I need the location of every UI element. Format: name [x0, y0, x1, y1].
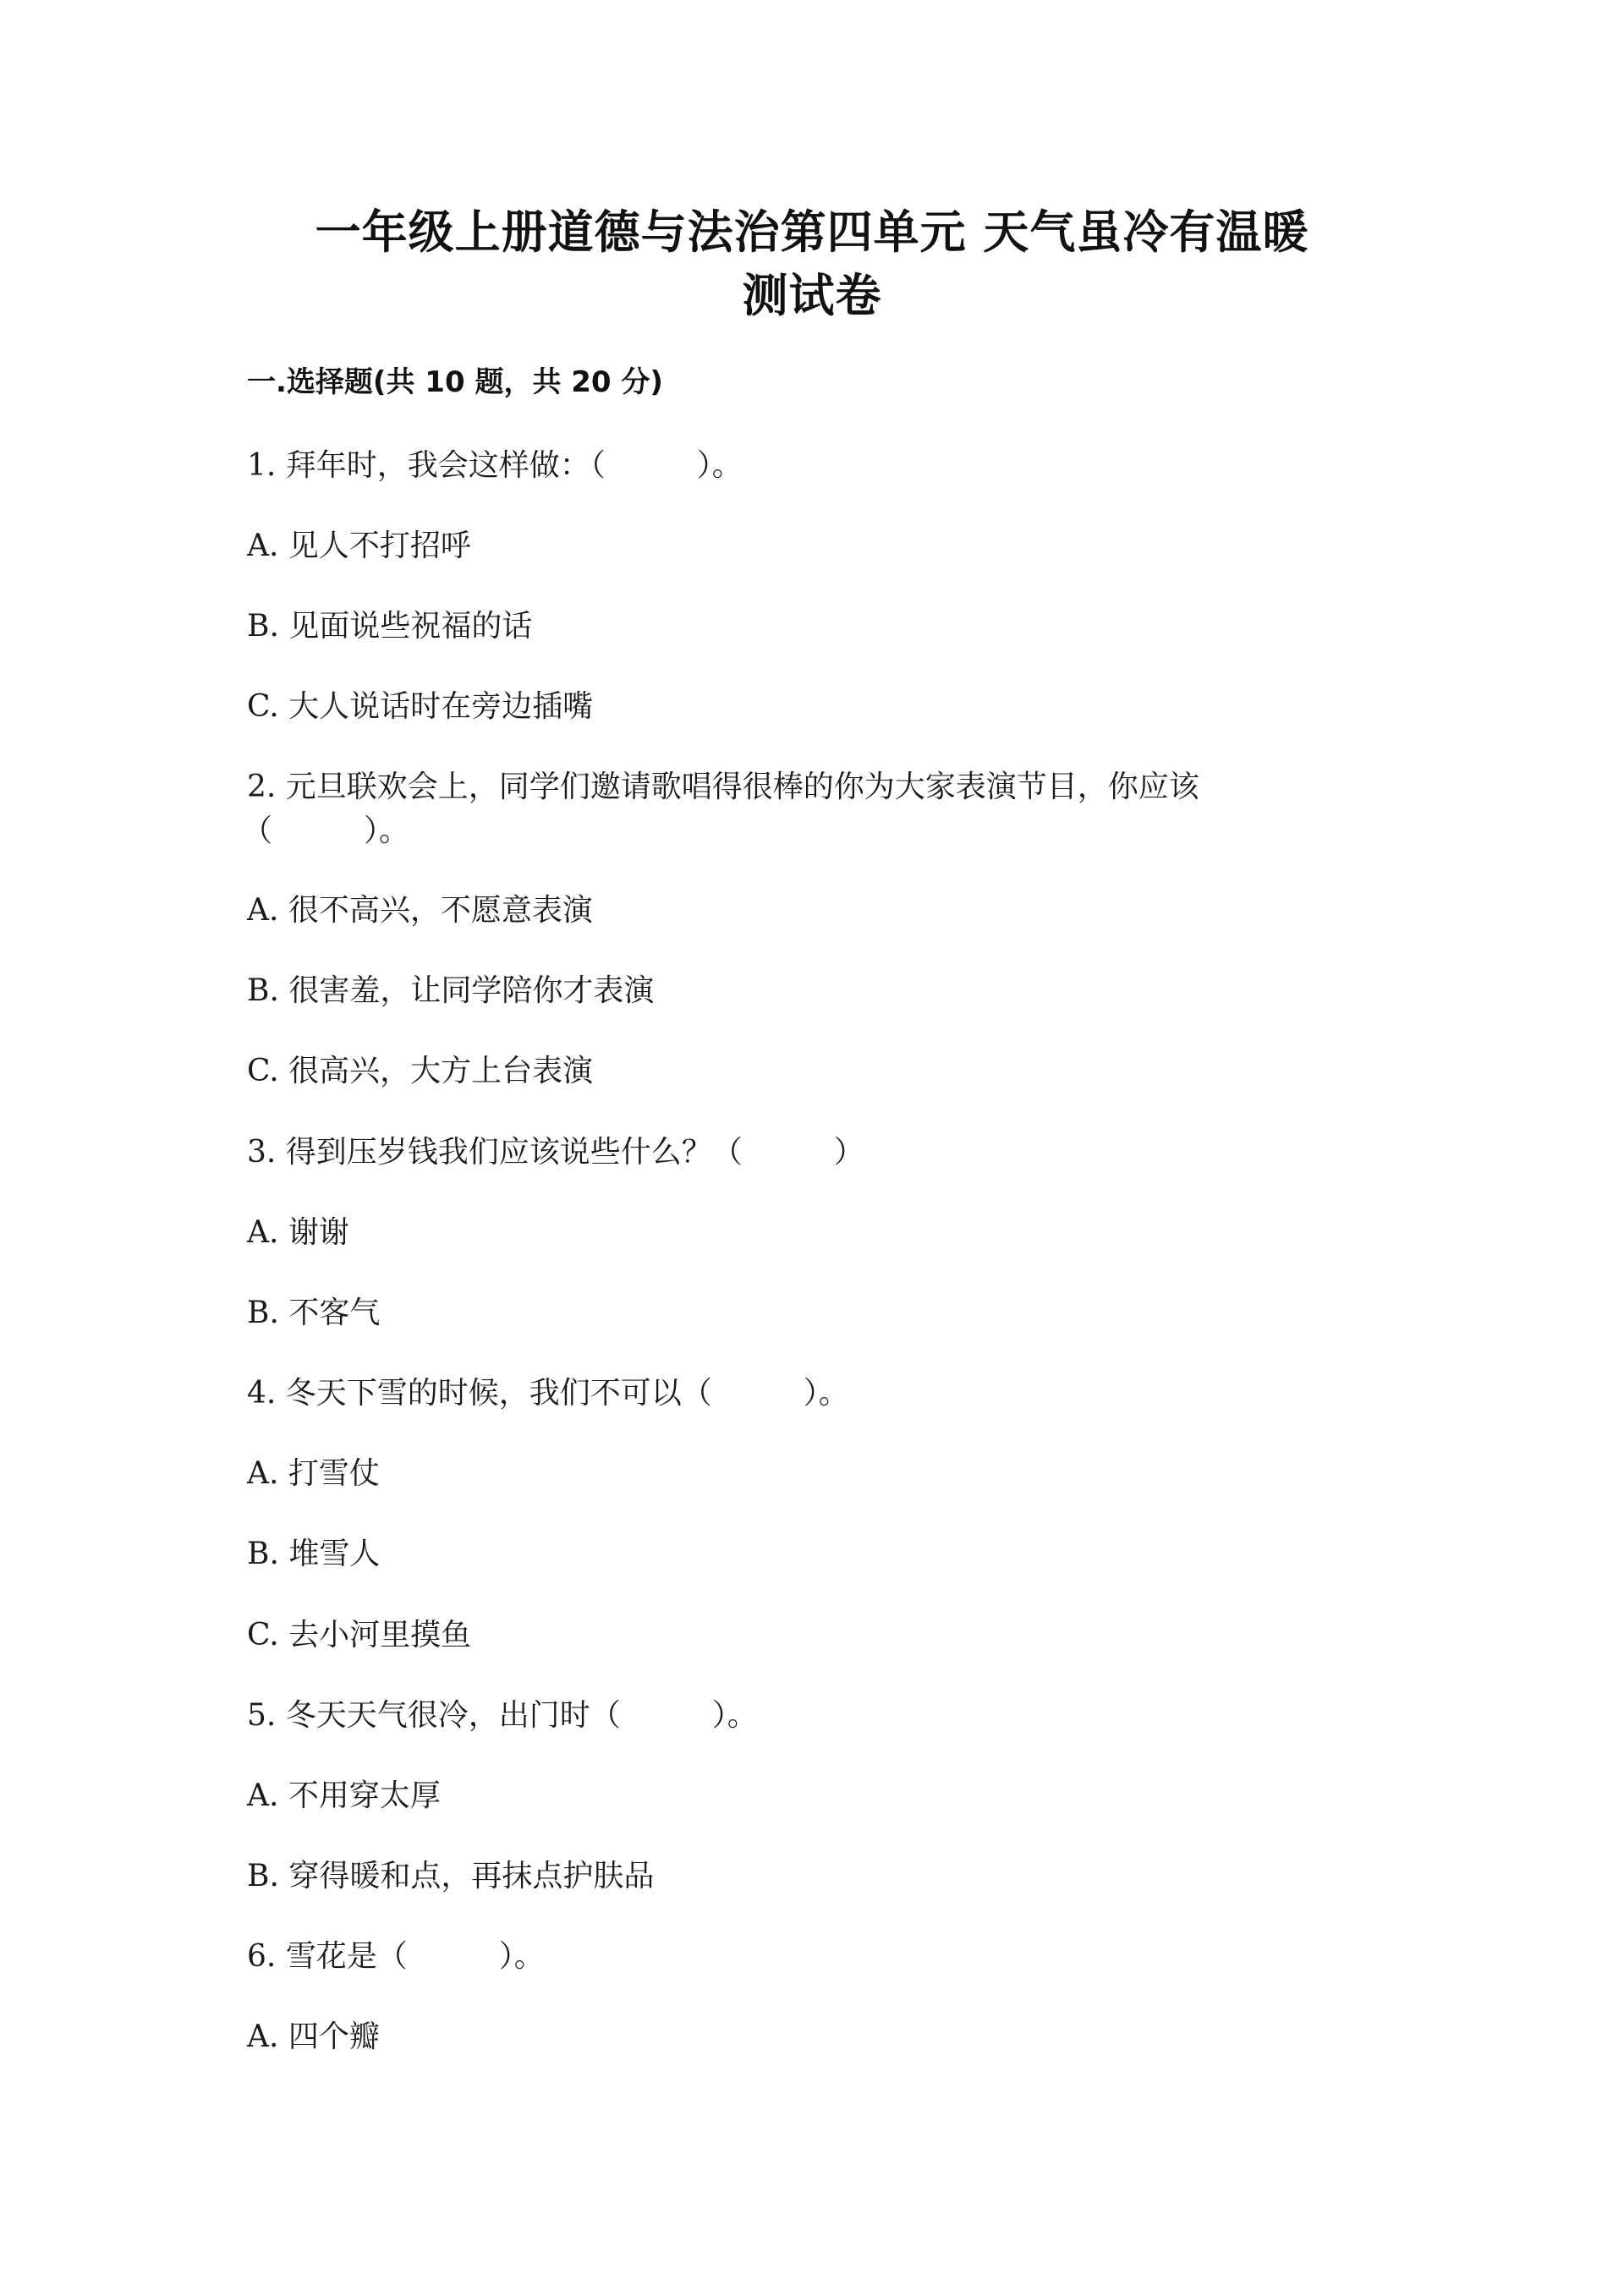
option-2c: C. 很高兴，大方上台表演 — [247, 1054, 594, 1088]
question-1: 1. 拜年时，我会这样做：（ ）。 — [247, 448, 743, 483]
question-3: 3. 得到压岁钱我们应该说些什么？（ ） — [247, 1135, 864, 1170]
option-1b: B. 见面说些祝福的话 — [247, 609, 533, 644]
question-2: 2. 元旦联欢会上，同学们邀请歌唱得很棒的你为大家表演节目，你应该 — [247, 770, 1199, 804]
option-5b: B. 穿得暖和点，再抹点护肤品 — [247, 1859, 655, 1893]
option-3a: A. 谢谢 — [247, 1215, 349, 1250]
option-4b: B. 堆雪人 — [247, 1537, 381, 1571]
question-4: 4. 冬天下雪的时候，我们不可以（ ）。 — [247, 1376, 849, 1411]
option-3b: B. 不客气 — [247, 1296, 381, 1330]
question-2-continued: （ ）。 — [242, 814, 410, 848]
question-6: 6. 雪花是（ ）。 — [247, 1939, 545, 1974]
option-5a: A. 不用穿太厚 — [247, 1778, 441, 1813]
option-2b: B. 很害羞，让同学陪你才表演 — [247, 973, 655, 1008]
page-title: 一年级上册道德与法治第四单元 天气虽冷有温暖 — [315, 205, 1309, 259]
option-2a: A. 很不高兴，不愿意表演 — [247, 893, 593, 928]
option-1a: A. 见人不打招呼 — [247, 529, 471, 563]
option-1c: C. 大人说话时在旁边插嘴 — [247, 689, 594, 724]
option-6a: A. 四个瓣 — [247, 2019, 380, 2054]
section-heading: 一.选择题(共 10 题，共 20 分) — [247, 365, 663, 399]
option-4a: A. 打雪仗 — [247, 1456, 380, 1491]
option-4c: C. 去小河里摸鱼 — [247, 1618, 472, 1652]
page-subtitle: 测试卷 — [742, 269, 882, 322]
question-5: 5. 冬天天气很冷，出门时（ ）。 — [247, 1698, 758, 1733]
